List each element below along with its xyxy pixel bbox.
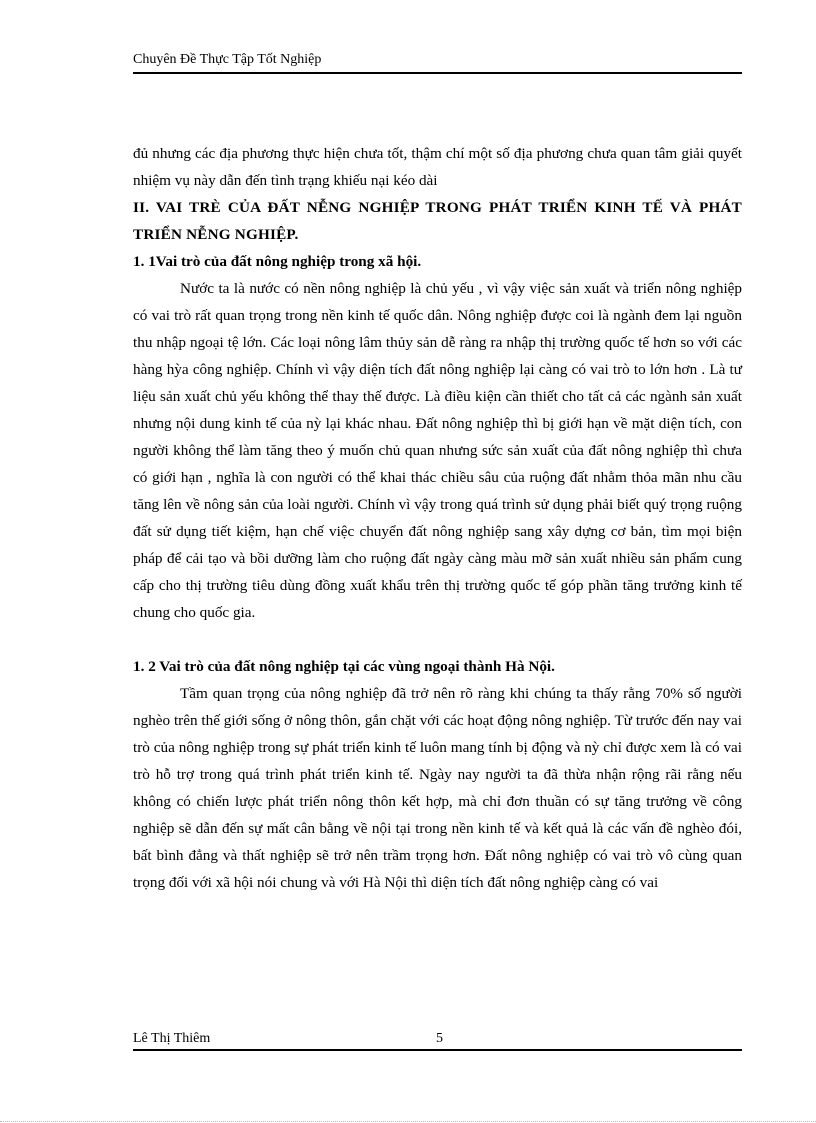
footer-rule xyxy=(133,1049,742,1051)
subsection-heading-1-1: 1. 1Vai trò của đất nông nghiệp trong xã hội. xyxy=(133,253,422,270)
paragraph-1-2: Tầm quan trọng của nông nghiệp đã trở nên rõ ràng khi chúng ta thấy rằng 70% số người nghèo trên thế giới sống ở nông thôn, gắn chặt với các hoạt động nông nghiệp. Từ trước đến nay vai trò của nông nghiệp trong sự phát triển kinh tế luôn mang tính bị động và nỳ chỉ được xem là có vai trò hỗ trợ trong quá trình phát triển kinh tế. Ngày nay người ta đã thừa nhận rộng rãi rằng nếu không có chiến lược phát triển nông thôn kết hợp, mà chỉ đơn thuần có sự tăng trưởng về công nghiệp sẽ dẫn đến sự mất cân bằng về nội tại trong nền kinh tế và kết quả là các vấn đề nghèo đói, bất bình đẳng và thất nghiệp sẽ trở nên trầm trọng hơn. Đất nông nghiệp có vai trò vô cùng quan trọng đối với xã hội nói chung và với Hà Nội thì diện tích đất nông nghiệp càng có vai xyxy=(133,685,742,891)
page-header xyxy=(133,52,742,68)
header-rule xyxy=(133,72,742,74)
document-body xyxy=(133,140,742,896)
header-title: Chuyên Đề Thực Tập Tốt Nghiệp xyxy=(133,52,322,67)
spacer xyxy=(133,626,742,653)
footer-page-number: 5 xyxy=(436,1031,443,1046)
section-heading-ii: II. VAI TRÈ CỦA ĐẤT NỄNG NGHIỆP TRONG PHÁT TRIỂN KINH TẾ VÀ PHÁT TRIỂN NỄNG NGHIỆP. xyxy=(133,199,742,243)
footer-author: Lê Thị Thiêm xyxy=(133,1031,211,1046)
subsection-heading-1-2: 1. 2 Vai trò của đất nông nghiệp tại các vùng ngoại thành Hà Nội. xyxy=(133,658,555,675)
paragraph-continuation: đủ nhưng các địa phương thực hiện chưa tốt, thậm chí một số địa phương chưa quan tâm giải quyết nhiệm vụ này dẫn đến tình trạng khiếu nại kéo dài xyxy=(133,145,742,189)
page-bottom-dotted-line xyxy=(0,1121,816,1122)
paragraph-1-1: Nước ta là nước có nền nông nghiệp là chủ yếu , vì vậy việc sản xuất và triển nông nghiệp có vai trò rất quan trọng trong nền kinh tế quốc dân. Nông nghiệp được coi là ngành đem lại nguồn thu nhập ngoại tệ lớn. Các loại nông lâm thủy sản dễ ràng ra nhập thị trường quốc tế hơn so với các hàng hỳa công nghiệp. Chính vì vậy diện tích đất nông nghiệp lại càng có vai trò to lớn hơn . Là tư liệu sản xuất chủ yếu không thể thay thế được. Là điều kiện cần thiết cho tất cả các ngành sản xuất nhưng nội dung kinh tế của nỳ lại khác nhau. Đất nông nghiệp thì bị giới hạn về mặt diện tích, con người không thể làm tăng theo ý muốn chủ quan nhưng sức sản xuất của đất nông nghiệp thì chưa có giới hạn , nghĩa là con người có thể khai thác chiều sâu của ruộng đất nhằm thỏa mãn nhu cầu tăng lên về nông sản của loài người. Chính vì vậy trong quá trình sử dụng phải biết quý trọng ruộng đất sử dụng tiết kiệm, hạn chế việc chuyển đất nông nghiệp sang xây dựng cơ bản, tìm mọi biện pháp để cải tạo và bồi dưỡng làm cho ruộng đất ngày càng màu mỡ sản xuất nhiều sản phẩm cung cấp cho thị trường tiêu dùng đồng xuất khẩu trên thị trường quốc tế góp phần tăng trưởng kinh tế chung cho quốc gia. xyxy=(133,280,742,621)
